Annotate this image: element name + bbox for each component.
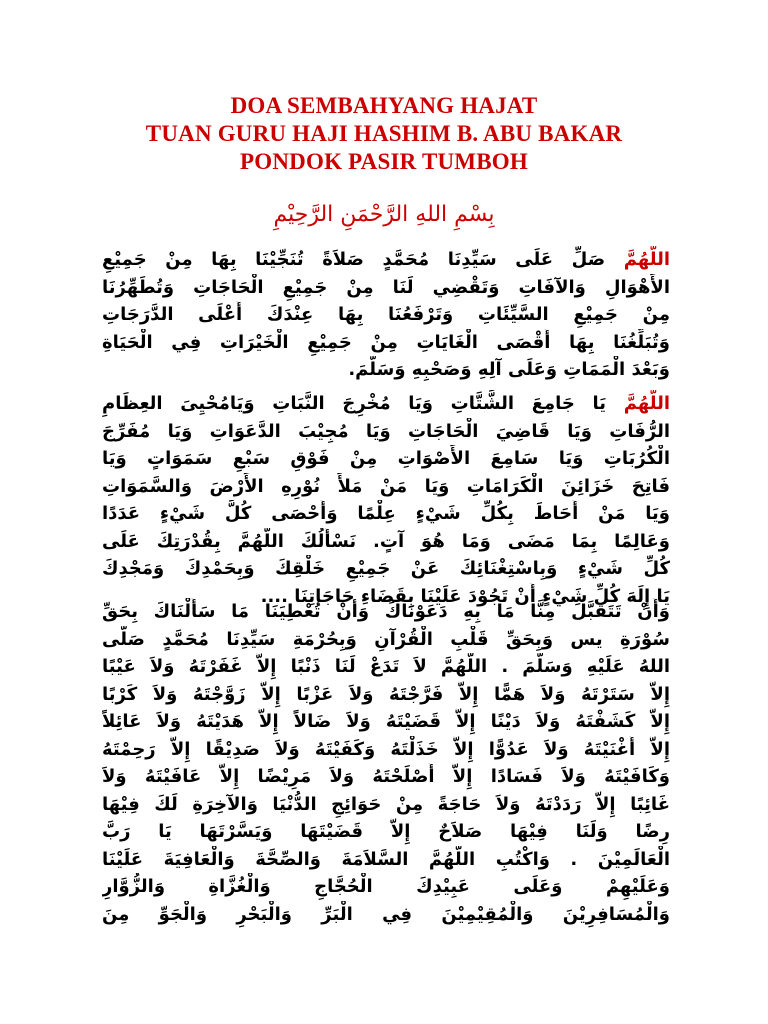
line-text: صَلِّ عَلَى سَيِّدِنَا مُحَمَّدٍ صَلاَةً تُنَجِّيْنَا بِهَا مِنْ جَمِيْعِ	[102, 249, 606, 270]
paragraph-line: الرُّفَاتِ وَيَا قَاضِيَ الْحَاجَاتِ وَيَا مُجِيْبَ الدَّعَوَاتِ وَيَا مُفَرِّجَ	[102, 420, 670, 442]
paragraph-line: فَاتِحَ خَزَائِنَ الْكَرَامَاتِ وَيَا مَنْ مَلأَ نُوْرِهِ الأَرْضَ وَالسَّمَوَاتِ	[102, 475, 670, 497]
basmala: بِسْمِ اللهِ الرَّحْمَنِ الرَّحِيْمِ	[273, 202, 495, 227]
paragraph-line	[102, 246, 670, 274]
paragraph-line: كُلِّ شَيْءٍ وَبِاسْتِغْنَائِكَ عَنْ جَمِيْعِ خَلْقِكَ وَبِحَمْدِكَ وَمَجْدِكَ	[102, 558, 670, 579]
paragraph-line: إِلاَّ كَشَفْتَهُ وَلاَ دَيْنًا إِلاَّ قَضَيْتَهُ وَلاَ ضَالاً إِلاَّ هَدَيْتَهُ وَلاَ عَائِلاً	[102, 711, 670, 732]
prayer-paragraph-3	[102, 598, 670, 928]
paragraph-line: وَعَالِمًا بِمَا مَضَى وَمَا هُوَ آتٍ. نَسْأَلُكَ اللَّهُمَّ بِقُدْرَتِكَ عَلَى	[102, 530, 670, 552]
document-title	[0, 92, 768, 176]
title-line-2: TUAN GURU HAJI HASHIM B. ABU BAKAR	[145, 121, 623, 146]
paragraph-line: وَعَلَيْهِمْ وَعَلَى عَبِيْدِكَ الْحُجَّاجِ وَالْغُزَّاةِ وَالزُّوَّارِ	[102, 876, 670, 897]
paragraph-line: وَالْمُسَافِرِيْنَ وَالْمُقِيْمِيْنَ فِي الْبَرِّ وَالْبَحْرِ وَالْجَوِّ مِنَ	[102, 903, 670, 925]
paragraph-line: الأَهْوَالِ وَالآفَاتِ وَتَقْضِي لَنَا مِنْ جَمِيْعِ الْحَاجَاتِ وَتُطَهِّرُنَا	[102, 276, 670, 298]
paragraph-line: وَأَنْ تَتَقَبَّلَ مِنَّا مَا بِهِ دَعَوْنَاكَ وَأَنْ تُعْطِيَنَا مَا سَأَلْنَاكَ بِحَقِّ	[102, 601, 670, 622]
paragraph-line: وَبَعْدَ الْمَمَاتِ وَعَلَى آلِهِ وَصَحْبِهِ وَسَلَّمَ.	[348, 359, 670, 380]
title-line-1: DOA SEMBAHYANG HAJAT	[230, 93, 538, 118]
paragraph-line: الْكُرُبَاتِ وَيَا سَامِعَ الأَصْوَاتِ مِنْ فَوْقِ سَبْعِ سَمَوَاتٍ وَيَا	[102, 448, 670, 469]
paragraph-line: وَيَا مَنْ أَحَاطَ بِكُلِّ شَيْءٍ عِلْمًا وَأَحْصَى كُلَّ شَيْءٍ عَدَدًا	[102, 503, 670, 524]
paragraph-line: اللهُ عَلَيْهِ وَسَلَّمَ . اللَّهُمَّ لاَ تَدَعْ لَنَا ذَنْبًا إِلاَّ غَفَرْتَهُ وَلاَ عَيْبًا	[102, 656, 670, 677]
paragraph-line: إِلاَّ سَتَرْتَهُ وَلاَ هَمًّا إِلاَّ فَرَّجْتَهُ وَلاَ عَزْبًا إِلاَّ زَوَّجْتَهُ وَلاَ كَرْبًا	[102, 683, 670, 705]
paragraph-line: رِضًا وَلَنَا فِيْهَا صَلاَحٌ إِلاَّ قَضَيْتَهَا وَيَسَّرْتَهَا يَا رَبَّ	[102, 821, 670, 842]
paragraph-line: غَائِبًا إِلاَّ رَدَدْتَهُ وَلاَ حَاجَةً مِنْ حَوَائِجِ الدُّنْيَا وَالآخِرَةِ لَكَ فِيْهَا	[102, 793, 670, 815]
title-line-3: PONDOK PASIR TUMBOH	[240, 149, 528, 174]
paragraph-line	[102, 390, 670, 418]
prayer-paragraph-2	[102, 390, 670, 610]
line-text: يَا جَامِعَ الشَّتَّاتِ وَيَا مُخْرِجَ النَّبَاتِ وَيَامُحْيِىَ العِظَامِ	[102, 393, 607, 414]
paragraph-line: يَا إِلَهَ كُلِّ شَيْءٍ أَنْ تَجُوْدَ عَلَيْنَا بِقَضَاءِ حَاجَاتِنَا ....	[260, 585, 670, 607]
lead-word: اللَّهُمَّ	[623, 393, 670, 414]
paragraph-line: وَكَافَيْتَهُ وَلاَ فَسَادًا إِلاَّ أَصْلَحْتَهُ وَلاَ مَرِيْضًا إِلاَّ عَافَيْتَهُ وَلاَ	[102, 766, 670, 787]
paragraph-line: سُوْرَةِ يس وَبِحَقِّ قَلْبِ الْقُرْآنِ وَبِحُرْمَةِ سَيِّدِنَا مُحَمَّدٍ صَلَّى	[102, 628, 670, 650]
paragraph-line: إِلاَّ أَغْنَيْتَهُ وَلاَ عَدُوًّا إِلاَّ خَذَلْتَهُ وَكَفَيْتَهُ وَلاَ صَدِيْقًا إِلاَّ رَحِمْتَهُ	[102, 738, 670, 760]
paragraph-line: وَتُبَلِّغُنَا بِهَا أَقْصَى الْغَايَاتِ مِنْ جَمِيْعِ الْخَيْرَاتِ فِي الْحَيَاةِ	[102, 331, 670, 353]
paragraph-line: الْعَالَمِيْنَ . وَاكْتُبِ اللَّهُمَّ السَّلاَمَةَ وَالصِّحَّةَ وَالْعَافِيَةَ عَلَيْنَا	[102, 848, 670, 870]
lead-word: اللَّهُمَّ	[623, 249, 670, 270]
paragraph-line: مِنْ جَمِيْعِ السَّيِّئَاتِ وَتَرْفَعُنَا بِهَا عِنْدَكَ أَعْلَى الدَّرَجَاتِ	[102, 304, 670, 325]
prayer-paragraph-1	[102, 246, 670, 384]
